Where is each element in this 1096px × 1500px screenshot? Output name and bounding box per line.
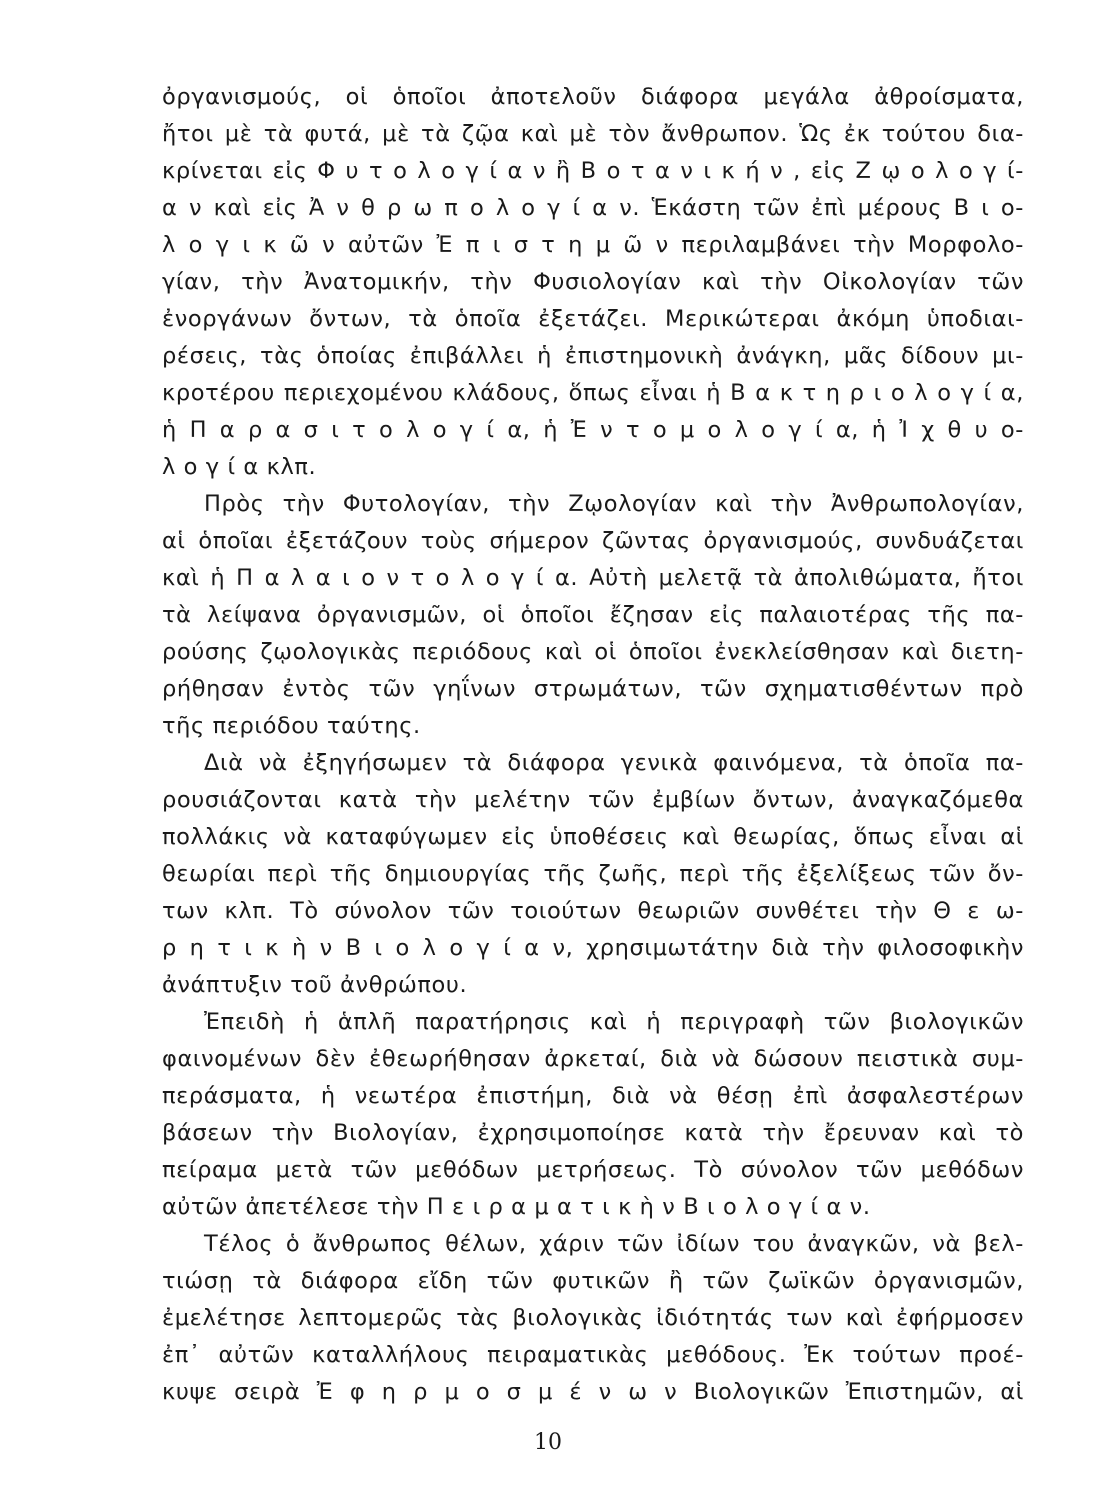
text-line: ρέσεις, τὰς ὁποίας ἐπιβάλλει ἡ ἐπιστημονικὴ ἀνάγκη, μᾶς δίδουν μι- — [162, 343, 1024, 369]
text-line: ὀργανισμούς, οἱ ὁποῖοι ἀποτελοῦν διάφορα μεγάλα ἀθροίσματα, — [162, 84, 1024, 110]
text-line: α ν καὶ εἰς Ἀ ν θ ρ ω π ο λ ο γ ί α ν. Ἑκάστη τῶν ἐπὶ μέρους Β ι ο- — [162, 195, 1024, 221]
text-line: ἐπ᾽ αὐτῶν καταλλήλους πειραματικὰς μεθόδους. Ἐκ τούτων προέ- — [162, 1342, 1024, 1368]
page-number: 10 — [534, 1430, 562, 1455]
text-line: ἐμελέτησε λεπτομερῶς τὰς βιολογικὰς ἰδιότητάς των καὶ ἐφήρμοσεν — [162, 1305, 1024, 1331]
text-line: ἀνάπτυξιν τοῦ ἀνθρώπου. — [162, 972, 468, 998]
text-line: αὐτῶν ἀπετέλεσε τὴν Π ε ι ρ α μ α τ ι κ ὴ ν Β ι ο λ ο γ ί α ν. — [162, 1194, 871, 1220]
text-line: τιώσῃ τὰ διάφορα εἴδη τῶν φυτικῶν ἢ τῶν ζωϊκῶν ὀργανισμῶν, — [162, 1268, 1024, 1294]
paragraph-first-line: Ἐπειδὴ ἡ ἁπλῆ παρατήρησις καὶ ἡ περιγραφὴ τῶν βιολογικῶν — [204, 1009, 1024, 1035]
text-line: ρ η τ ι κ ὴ ν Β ι ο λ ο γ ί α ν, χρησιμωτάτην διὰ τὴν φιλοσοφικὴν — [162, 935, 1024, 961]
text-line: πείραμα μετὰ τῶν μεθόδων μετρήσεως. Τὸ σύνολον τῶν μεθόδων — [162, 1157, 1024, 1183]
text-line: τῆς περιόδου ταύτης. — [162, 713, 421, 739]
text-line: πολλάκις νὰ καταφύγωμεν εἰς ὑποθέσεις καὶ θεωρίας, ὅπως εἶναι αἱ — [162, 824, 1024, 850]
text-line: ἡ Π α ρ α σ ι τ ο λ ο γ ί α, ἡ Ἐ ν τ ο μ ο λ ο γ ί α, ἡ Ἰ χ θ υ ο- — [162, 417, 1024, 443]
text-line: κυψε σειρὰ Ἐ φ η ρ μ ο σ μ έ ν ω ν Βιολογικῶν Ἐπιστημῶν, αἱ — [162, 1379, 1024, 1405]
text-line: τὰ λείψανα ὀργανισμῶν, οἱ ὁποῖοι ἔζησαν εἰς παλαιοτέρας τῆς πα- — [162, 602, 1024, 628]
text-line: βάσεων τὴν Βιολογίαν, ἐχρησιμοποίησε κατὰ τὴν ἔρευναν καὶ τὸ — [162, 1120, 1024, 1146]
text-line: λ ο γ ί α κλπ. — [162, 454, 317, 480]
text-line: θεωρίαι περὶ τῆς δημιουργίας τῆς ζωῆς, περὶ τῆς ἐξελίξεως τῶν ὄν- — [162, 861, 1024, 887]
text-line: γίαν, τὴν Ἀνατομικήν, τὴν Φυσιολογίαν καὶ τὴν Οἰκολογίαν τῶν — [162, 269, 1024, 295]
text-line: ἤτοι μὲ τὰ φυτά, μὲ τὰ ζῷα καὶ μὲ τὸν ἄνθρωπον. Ὡς ἐκ τούτου δια- — [162, 121, 1024, 147]
text-line: φαινομένων δὲν ἐθεωρήθησαν ἀρκεταί, διὰ νὰ δώσουν πειστικὰ συμ- — [162, 1046, 1024, 1072]
text-line: αἱ ὁποῖαι ἐξετάζουν τοὺς σήμερον ζῶντας ὀργανισμούς, συνδυάζεται — [162, 528, 1024, 554]
text-line: λ ο γ ι κ ῶ ν αὐτῶν Ἐ π ι σ τ η μ ῶ ν περιλαμβάνει τὴν Μορφολο- — [162, 232, 1024, 258]
text-line: ἐνοργάνων ὄντων, τὰ ὁποῖα ἐξετάζει. Μερικώτεραι ἀκόμη ὑποδιαι- — [162, 306, 1024, 332]
text-line: κρίνεται εἰς Φ υ τ ο λ ο γ ί α ν ἢ Β ο τ α ν ι κ ή ν , εἰς Ζ ῳ ο λ ο γ ί- — [162, 158, 1024, 184]
text-line: περάσματα, ἡ νεωτέρα ἐπιστήμη, διὰ νὰ θέσῃ ἐπὶ ἀσφαλεστέρων — [162, 1083, 1024, 1109]
paragraph-first-line: Διὰ νὰ ἐξηγήσωμεν τὰ διάφορα γενικὰ φαινόμενα, τὰ ὁποῖα πα- — [204, 750, 1024, 776]
text-line: κροτέρου περιεχομένου κλάδους, ὅπως εἶναι ἡ Β α κ τ η ρ ι ο λ ο γ ί α, — [162, 380, 1024, 406]
paragraph-first-line: Πρὸς τὴν Φυτολογίαν, τὴν Ζῳολογίαν καὶ τὴν Ἀνθρωπολογίαν, — [204, 491, 1024, 517]
text-line: ρούσης ζῳολογικὰς περιόδους καὶ οἱ ὁποῖοι ἐνεκλείσθησαν καὶ διετη- — [162, 639, 1024, 665]
text-line: των κλπ. Τὸ σύνολον τῶν τοιούτων θεωριῶν συνθέτει τὴν Θ ε ω- — [162, 898, 1024, 924]
text-line: ρουσιάζονται κατὰ τὴν μελέτην τῶν ἐμβίων ὄντων, ἀναγκαζόμεθα — [162, 787, 1024, 813]
paragraph-first-line: Τέλος ὁ ἄνθρωπος θέλων, χάριν τῶν ἰδίων του ἀναγκῶν, νὰ βελ- — [204, 1231, 1024, 1257]
text-line: καὶ ἡ Π α λ α ι ο ν τ ο λ ο γ ί α. Αὐτὴ μελετᾷ τὰ ἀπολιθώματα, ἤτοι — [162, 565, 1024, 591]
text-line: ρήθησαν ἐντὸς τῶν γηΐνων στρωμάτων, τῶν σχηματισθέντων πρὸ — [162, 676, 1024, 702]
